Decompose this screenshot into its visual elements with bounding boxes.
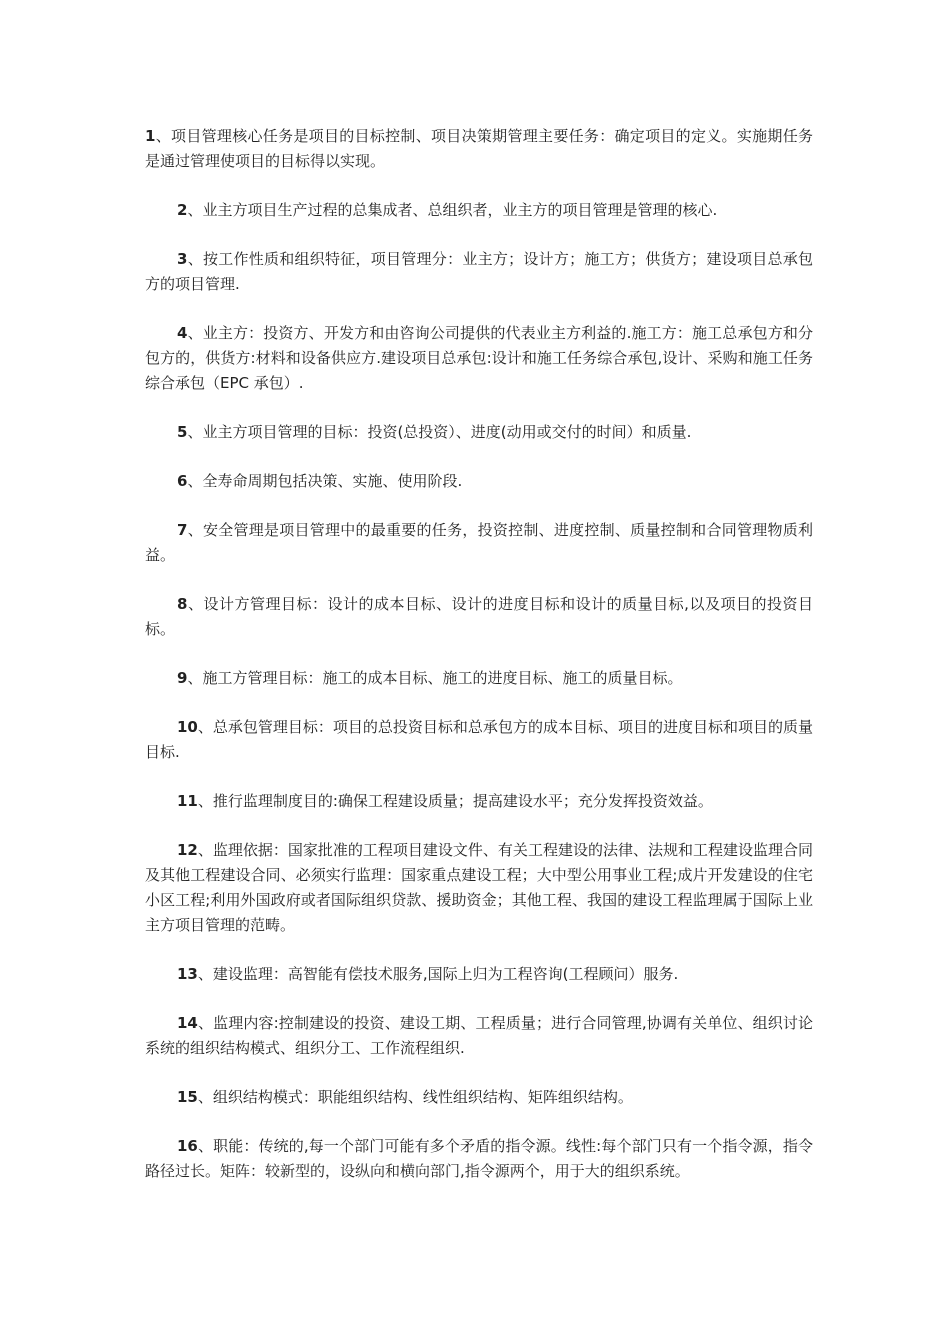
paragraph-text: 、全寿命周期包括决策、实施、使用阶段. — [187, 472, 463, 490]
paragraph-2 — [145, 198, 813, 223]
paragraph-number: 10 — [177, 718, 198, 736]
paragraph-11 — [145, 789, 813, 814]
paragraph-number: 15 — [177, 1088, 198, 1106]
paragraph-number: 6 — [177, 472, 188, 490]
paragraph-1 — [145, 124, 813, 174]
paragraph-12 — [145, 838, 813, 938]
paragraph-14 — [145, 1011, 813, 1061]
paragraph-13 — [145, 962, 813, 987]
paragraph-15 — [145, 1085, 813, 1110]
paragraph-text: 、推行监理制度目的:确保工程建设质量；提高建设水平；充分发挥投资效益。 — [197, 792, 713, 810]
paragraph-text: 、设计方管理目标：设计的成本目标、设计的进度目标和设计的质量目标,以及项目的投资目标。 — [145, 595, 813, 638]
paragraph-7 — [145, 518, 813, 568]
paragraph-number: 9 — [177, 669, 188, 687]
paragraph-number: 1 — [145, 127, 156, 145]
paragraph-9 — [145, 666, 813, 691]
paragraph-4 — [145, 321, 813, 396]
paragraph-number: 3 — [177, 250, 188, 268]
paragraph-16 — [145, 1134, 813, 1184]
paragraph-8 — [145, 592, 813, 642]
paragraph-text: 、监理依据：国家批准的工程项目建设文件、有关工程建设的法律、法规和工程建设监理合同及其他工程建设合同、必须实行监理：国家重点建设工程；大中型公用事业工程;成片开发建设的住宅小区工程;利用外国政府或者国际组织贷款、援助资金；其他工程、我国的建设工程监理属于国际上业主方项目管理的范畴。 — [145, 841, 813, 934]
paragraph-text: 、业主方：投资方、开发方和由咨询公司提供的代表业主方利益的.施工方：施工总承包方和分包方的，供货方:材料和设备供应方.建设项目总承包:设计和施工任务综合承包,设计、采购和施工任务综合承包（EPC 承包）. — [145, 324, 813, 392]
paragraph-10 — [145, 715, 813, 765]
paragraph-6 — [145, 469, 813, 494]
paragraph-text: 、建设监理：高智能有偿技术服务,国际上归为工程咨询(工程顾问）服务. — [197, 965, 679, 983]
paragraph-text: 、项目管理核心任务是项目的目标控制、项目决策期管理主要任务：确定项目的定义。实施期任务是通过管理使项目的目标得以实现。 — [145, 127, 813, 170]
paragraph-number: 4 — [177, 324, 188, 342]
paragraph-number: 11 — [177, 792, 198, 810]
paragraph-number: 2 — [177, 201, 188, 219]
paragraph-text: 、监理内容:控制建设的投资、建设工期、工程质量；进行合同管理,协调有关单位、组织讨论系统的组织结构模式、组织分工、工作流程组织. — [145, 1014, 813, 1057]
paragraph-text: 、业主方项目管理的目标：投资(总投资）、进度(动用或交付的时间）和质量. — [187, 423, 692, 441]
paragraph-text: 、按工作性质和组织特征，项目管理分：业主方；设计方；施工方；供货方；建设项目总承包方的项目管理. — [145, 250, 813, 293]
paragraph-number: 8 — [177, 595, 188, 613]
paragraph-text: 、施工方管理目标：施工的成本目标、施工的进度目标、施工的质量目标。 — [187, 669, 683, 687]
document-body — [145, 124, 813, 1208]
paragraph-text: 、总承包管理目标：项目的总投资目标和总承包方的成本目标、项目的进度目标和项目的质量目标. — [145, 718, 813, 761]
paragraph-text: 、组织结构模式：职能组织结构、线性组织结构、矩阵组织结构。 — [197, 1088, 633, 1106]
paragraph-5 — [145, 420, 813, 445]
paragraph-number: 7 — [177, 521, 188, 539]
paragraph-number: 14 — [177, 1014, 198, 1032]
paragraph-text: 、业主方项目生产过程的总集成者、总组织者，业主方的项目管理是管理的核心. — [187, 201, 718, 219]
paragraph-text: 、职能：传统的,每一个部门可能有多个矛盾的指令源。线性:每个部门只有一个指令源，指令路径过长。矩阵：较新型的，设纵向和横向部门,指令源两个，用于大的组织系统。 — [145, 1137, 813, 1180]
paragraph-number: 16 — [177, 1137, 198, 1155]
paragraph-3 — [145, 247, 813, 297]
paragraph-number: 12 — [177, 841, 198, 859]
paragraph-number: 13 — [177, 965, 198, 983]
paragraph-text: 、安全管理是项目管理中的最重要的任务，投资控制、进度控制、质量控制和合同管理物质利益。 — [145, 521, 813, 564]
paragraph-number: 5 — [177, 423, 188, 441]
